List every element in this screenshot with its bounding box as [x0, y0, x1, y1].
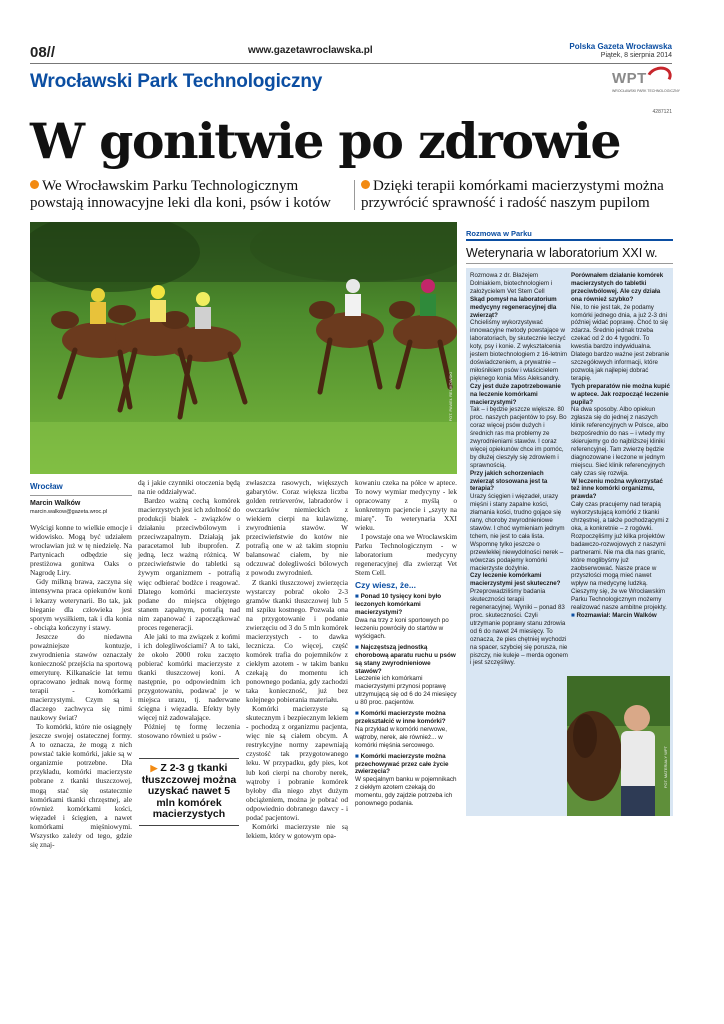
- lead-left-text: We Wrocławskim Parku Technologicznym powstają innowacyjne leki dla koni, psów i kotów: [30, 178, 331, 211]
- interview-column-2: [571, 272, 670, 620]
- horse-race-illustration: [30, 222, 457, 474]
- wpt-logo-text: WPT: [612, 70, 647, 87]
- paragraph: I powstaje ona we Wrocławskim Parku Technologicznym - w laboratorium medycyny regeneracyjnej dla zwierząt Vet Stem Cell.: [355, 532, 457, 578]
- fact-question: ■ Komórki macierzyste można przechowywać przez całe życie zwierzęcia?: [355, 752, 449, 776]
- did-you-know-box: [355, 579, 457, 808]
- lead-left: [30, 178, 352, 212]
- header-divider: [30, 63, 672, 64]
- paragraph: zwłaszcza rasowych, większych gabarytów. Coraz większa liczba golden retrieverów, labradorów i owczarków niemieckich z wiekiem cierpi na kulawiznę, zwyrodnienia stawów. W przeciwieństwie do kotów nie potrafią one w aż takim stopniu balansować ciałem, by nie odczuwać dolegliwości bólowych z powodu zwyrodnień.: [246, 478, 348, 578]
- square-bullet-icon: ■: [355, 593, 361, 601]
- interview-intro: Rozmowa z dr. Błażejem Dolniakiem, biotechnologiem i założycielem Vet Stem Cell: [470, 272, 553, 295]
- square-bullet-icon: ■: [355, 643, 361, 651]
- horse-race-photo: [30, 222, 457, 474]
- paragraph: Gdy milkną brawa, zaczyna się intensywna praca opiekunów koni i lekarzy weterynarii. Bo tak, jak bieganie dla człowieka jest sporym wysiłkiem, tak i dla konia - obciąża kończyny i stawy.: [30, 577, 132, 632]
- paragraph: Komórki macierzyste nie są lekiem, który w gotowym opa-: [246, 821, 348, 840]
- interview-answer: Urazy ścięgien i więzadeł, urazy mięśni i stany zapalne kości, złamania kości, trudno gojące się rany, choroby zwyrodnieniowe stawów. I choć wymieniam jednym tchem, nie jest to cała lista. Wspomnę tylko jeszcze o przewlekłej niewydolności nerek – wówczas podajemy komórki macierzyste dożylnie.: [470, 493, 565, 572]
- orange-bullet-icon: [30, 180, 39, 189]
- interview-answer: Na dwa sposoby. Albo opiekun zgłasza się do jednej z naszych klinik referencyjnych w Polsce, albo bezpośrednio do nas – i wtedy my skierujemy go do najbliższej kliniki referencyjnej. Tam zwierzę będzie diagnozowane i leczone w jednym miejscu. Sieć klinik referencyjnych cały czas się rozwija.: [571, 406, 669, 477]
- article-column-1: [30, 482, 132, 849]
- square-bullet-icon: ■: [355, 710, 361, 718]
- paragraph: Bardzo ważną cechą komórek macierzystych jest ich zdolność do produkcji białek - związków o działaniu przeciwbólowym i przeciwzapalnym. Działają jak paracetamol lub ibuprofen. Z jedną, lecz ważną różnicą. W przeciwieństwie do tabletki są żywym organizmem - potrafią więc odbierać bodźce i reagować. Dlatego komórki macierzyste podane do miejsca objętego stanem zapalnym, potrafią nad nim zapanować i zapoczątkować proces regeneracji.: [138, 496, 240, 632]
- paragraph: Komórki macierzyste są skutecznym i bezpiecznym lekiem - pochodzą z organizmu pacjenta, więc nie są ciałem obcym. A restrykcyjne normy zapewniają czystość tak przygotowanego leku. W przypadku, gdy pies, kot lub koń cierpi na choroby nerek, wątroby i pobranie komórek byłoby dla niego zbyt dużym obciążeniem, można je pobrać od odpowiednio dobranego dawcy - i podać pacjentowi.: [246, 704, 348, 822]
- article-author: Marcin Walków: [30, 500, 81, 508]
- interview-title-rule: [466, 263, 673, 264]
- interview-answer: Przeprowadziliśmy badania skuteczności terapii regeneracyjnej. Wyniki – ponad 83 proc. skuteczności. Czyli utrzymanie poprawy stanu zdrowia od 6 do nawet 24 miesięcy. To oznacza, że pies chętniej wychodzi na spacer, szybciej się porusza, nie piszczy, nie kuleje – merda ogonem i jest szczęśliwy.: [470, 588, 568, 667]
- wpt-logo: [612, 67, 680, 97]
- paragraph: kowaniu czeka na półce w aptece. To nowy wymiar medycyny - lek opracowany z myślą o konkretnym pacjencie i „szyty na miarę". To weterynaria XXI wieku.: [355, 478, 457, 533]
- interview-question: Czy leczenie komórkami macierzystymi jest skuteczne?: [470, 572, 561, 588]
- man-with-horse-illustration: [567, 676, 670, 816]
- publication-name: Polska Gazeta Wrocławska: [569, 42, 672, 51]
- lead-right-text: Dzięki terapii komórkami macierzystymi można przywrócić sprawność i radość naszym pupilom: [361, 178, 664, 211]
- interview-rule: [466, 239, 673, 241]
- pull-quote: [139, 758, 239, 826]
- section-title: Wrocławski Park Technologiczny: [30, 71, 323, 92]
- article-column-3: [246, 478, 348, 840]
- square-bullet-icon: ■: [571, 611, 577, 619]
- interview-title: Weterynaria w laboratorium XXI w.: [466, 246, 658, 260]
- fact-answer: Na przykład w komórki nerwowe, wątroby, nerek, ale również... w komórki mięśnia sercowego.: [355, 725, 448, 749]
- interview-answer: Tak – i będzie jeszcze większe. 80 proc. naszych pacjentów to psy. Bo coraz więcej psów dużych i średnich ras ma problemy ze zwyrodnieniami stawów. I coraz więcej opiekunów chce im pomóc, by dłużej cieszyły się zdrowiem i sprawnością.: [470, 406, 567, 469]
- interview-question: Skąd pomysł na laboratorium medycyny regeneracyjnej dla zwierząt?: [470, 295, 557, 319]
- paragraph: Z tkanki tłuszczowej zwierzęcia wystarczy pobrać około 2-3 gramów tkanki tłuszczowej lub 5 ml szpiku kostnego. Pozwala ona na przygotowanie i podanie zwierzęciu od 3 do 5 mln komórek macierzystych - to dawka lecznicza. Co więcej, część komórek trafia do pojemników z ciekłym azotem - w takim banku czekają do momentu ich ponownego podania, gdy zachodzi taka konieczność, już bez kolejnego pobierania materiału.: [246, 577, 348, 705]
- fact-question: ■ Ponad 10 tysięcy koni było leczonych komórkami macierzystymi?: [355, 593, 442, 617]
- did-you-know-title: Czy wiesz, że...: [355, 579, 416, 590]
- article-dateline: Wrocław: [30, 482, 63, 491]
- paragraph: Wyścigi konne to wielkie emocje i widowisko. Mogą być udziałem wrocławian już w tę niedzielę. Na Partynicach odbędzie się prestiżowa gonitwa Oaks o Nagrodę Liry.: [30, 523, 132, 578]
- orange-bullet-icon: [361, 180, 370, 189]
- byline-divider: [30, 495, 132, 496]
- interview-question: Porównałem działanie komórek macierzystych do tabletki przeciwbólowej. Ale czy działa ona również szybko?: [571, 272, 664, 303]
- interviewee-photo: [567, 676, 670, 816]
- triangle-icon: ▶: [150, 763, 158, 773]
- fact-question: ■ Najczęstszą jednostką chorobową aparatu ruchu u psów są stany zwyrodnieniowe stawów?: [355, 643, 456, 675]
- article-column-4: [355, 478, 457, 811]
- website-url[interactable]: www.gazetawroclawska.pl: [248, 45, 373, 56]
- interview-question: W leczeniu można wykorzystać też inne komórki organizmu, prawda?: [571, 477, 663, 501]
- paragraph: Później tę formę leczenia stosowano również u psów -: [138, 722, 240, 741]
- headline: W gonitwie po zdrowie: [30, 112, 620, 170]
- paragraph: To komórki, które nie osiągnęły jeszcze swojej ostatecznej formy. A to oznacza, że mogą z nich powstać takie komórki, jakie są w organizmie potrzebne. Dla przykładu, komórki macierzyste pobrane z tkanki tłuszczowej, mogą stać się ostatecznie komórkami tkanki chrzęstnej, ale również komórkami kości, więzadeł i ścięgien, a nawet komórkami mięśniowymi. Wszystko zależy od tego, gdzie się znaj-: [30, 722, 132, 849]
- paragraph: Jeszcze do niedawna poważniejsze kontuzje, zwyrodnienia stawów oznaczały konieczność przejścia na sportową emeryturę. Kilkanaście lat temu opracowano jednak nową formę terapii - komórkami macierzystymi. Czym są i dlaczego zachwyca się nimi naukowy świat?: [30, 631, 132, 723]
- interviewer-credit: ■ Rozmawiał: Marcin Walków: [571, 611, 657, 619]
- interview-answer: Chcieliśmy wykorzystywać innowacyjne metody powstające w laboratoriach, by skutecznie leczyć koty, psy i konie. Z wykształcenia jestem biotechnologiem z 16-letnim doświadczeniem, a prywatnie – miłośnikiem psów i właścicielem pięknego konia Miss Aleksandry.: [470, 319, 567, 382]
- paragraph: dą i jakie czynniki otoczenia będą na nie oddziaływać.: [138, 478, 240, 497]
- publication-date: Piątek, 8 sierpnia 2014: [600, 52, 672, 59]
- interview-question: Tych preparatów nie można kupić w aptece. Jak rozpocząć leczenie pupila?: [571, 382, 670, 406]
- photo-credit: FOT. PAWEŁ RELIKOWSKI: [448, 372, 453, 422]
- fact-question: ■ Komórki macierzyste można przekształcić w inne komórki?: [355, 710, 446, 726]
- interview-column-1: [470, 272, 568, 667]
- fact-answer: W specjalnym banku w pojemnikach z ciekłym azotem czekają do momentu, gdy zajdzie potrzeba ich ponownego podania.: [355, 776, 457, 808]
- interview-label: Rozmowa w Parku: [466, 229, 532, 238]
- wpt-swirl-icon: [643, 63, 674, 91]
- fact-answer: Dwa na trzy z koni sportowych po leczeniu powróciły do startów w wyścigach.: [355, 617, 449, 640]
- interviewee-photo-credit: FOT. MATERIAŁY WPT: [663, 746, 668, 789]
- author-email[interactable]: marcin.walkow@gazeta.wroc.pl: [30, 509, 108, 516]
- wpt-logo-subtitle: WROCŁAWSKI PARK TECHNOLOGICZNY: [612, 89, 680, 93]
- ad-code: 4287121: [652, 109, 672, 115]
- lead-right: [361, 178, 667, 212]
- pull-quote-text: Z 2-3 g tkanki tłuszczowej można uzyskać nawet 5 mln komórek macierzystych: [141, 762, 237, 820]
- interview-question: Czy jest duże zapotrzebowanie na leczenie komórkami macierzystymi?: [470, 382, 561, 406]
- article-column-2: [138, 478, 240, 740]
- interview-answer: Nie, to nie jest tak, że podamy komórki jednego dnia, a już 2-3 dni później widać poprawę. Choć to się zdarza. Średnio jednak trzeba czekać od 2 do 4 tygodni. To kwestia bardzo indywidualna. Dlatego bardzo ważne jest zebranie szczegółowych informacji, które pozwolą jak najlepiej dobrać terapię.: [571, 303, 670, 382]
- interview-question: Przy jakich schorzeniach zwierząt stosowana jest ta terapia?: [470, 469, 548, 493]
- interview-answer: Cieszymy się, że we Wrocławskim Parku Technologicznym możemy realizować nasze ambitne projekty.: [571, 588, 667, 612]
- page-number: 08//: [30, 44, 56, 61]
- fact-answer: Leczenie ich komórkami macierzystymi przynosi poprawę utrzymującą się od 6 do 24 miesięcy u 80 proc. pacjentów.: [355, 675, 457, 707]
- square-bullet-icon: ■: [355, 752, 361, 760]
- lead-divider: [354, 180, 355, 210]
- paragraph: Ale jaki to ma związek z końmi i ich dolegliwościami? A to taki, że około 2000 roku zaczęto pobierać komórki macierzyste z tkanki tłuszczowej koni. A następnie, po odpowiednim ich przygotowaniu, podawać je w miejsca urazu, tj. naderwane ścięgna i więzadła. Efekty były więcej niż zadowalające.: [138, 631, 240, 723]
- interview-answer: Cały czas pracujemy nad terapią wykorzystującą komórki z tkanki chrzęstnej, a także pochodzącymi z oka, a konkretnie – z rogówki. Rozpoczęliśmy już kilka projektów badawczo-rozwojowych z naszymi partnerami. Nie ma dla nas granic, które moglibyśmy już zaobserwować. Nasze prace w przyszłości mogą mieć nawet wpływ na medycynę ludzką.: [571, 501, 669, 588]
